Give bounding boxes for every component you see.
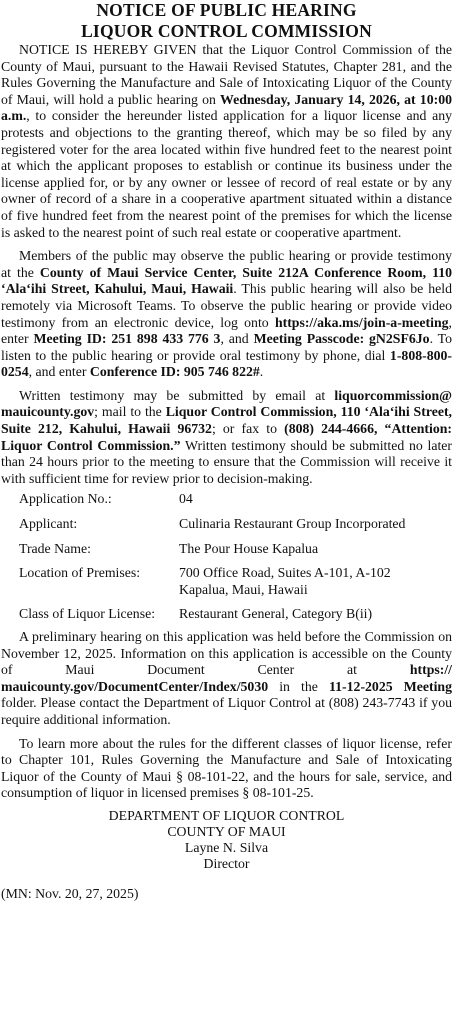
para4-text: A preliminary hearing on this application was held before the Commission on November 12, 2025. Information on this application is accessible on the County of Maui Document Center at [1, 629, 452, 678]
location-line: 700 Office Road, Suites A-101, A-102 [179, 565, 391, 581]
para2-text: , enter [1, 314, 452, 347]
meeting-passcode: Meeting Passcode: gN2SF6Jo [253, 331, 430, 347]
application-details [1, 491, 405, 623]
commission-title: LIQUOR CONTROL COMMISSION [81, 21, 372, 41]
application-number-row [1, 491, 405, 508]
signer-title: Director [203, 855, 250, 871]
trade-name-row [1, 533, 405, 558]
department-name: DEPARTMENT OF LIQUOR CONTROL [108, 807, 345, 823]
para2-text: , and enter [28, 364, 90, 380]
applicant-row [1, 508, 405, 533]
para3-text: Written testimony may be submitted by email at [19, 387, 335, 403]
field-label: Applicant: [19, 516, 78, 532]
para3-text: ; mail to the [94, 404, 166, 420]
field-value: Restaurant General, Category B(ii) [179, 606, 373, 622]
notice-title: NOTICE OF PUBLIC HEARING [96, 0, 357, 20]
para1-text: , to consider the hereunder listed application for a liquor license and any protests and objections to the granting thereof, which may be so filed by any registered voter for the area located within five hundred feet to the nearest point at which the applicant proposes to establish or continue its business under the license applied for, or by any owner or lessee of record of real estate or by any owner of record of a share in a cooperative apartment situated within a distance of five hundred feet from the nearest point of the premises for which the license is asked to the nearest point of such real estate or cooperative apartment. [1, 108, 452, 240]
paragraph-attendance [1, 248, 452, 381]
para5-text: To learn more about the rules for the different classes of liquor license, refer to Chapter 101, Rules Governing the Manufacture and Sale of Intoxicating Liquor of the County of Maui § 08-101-22, and the hours for sale, service, and consumption of liquor in licensed premises § 08-101-25. [1, 735, 452, 801]
dial-in-number: 1-808-800-0254 [1, 347, 452, 380]
para2-text: , and [220, 331, 254, 347]
hearing-location: County of Maui Service Center, Suite 212A Conference Room, 110 ‘Ala‘ihi Street, Kahului, Maui, Hawaii [1, 264, 453, 297]
county-name: COUNTY OF MAUI [167, 823, 286, 839]
conference-id: Conference ID: 905 746 822# [89, 364, 260, 380]
para2-text: . To listen to the public hearing or provide oral testimony by phone, dial [1, 331, 453, 363]
para2-text: Members of the public may observe the public hearing or provide testimony at the [1, 248, 452, 280]
para4-text: folder. Please contact the Department of Liquor Control at (808) 243-7743 if you require additional information. [1, 695, 452, 727]
field-value: 04 [179, 491, 193, 507]
paragraph-written-testimony [1, 388, 452, 488]
para4-text: in the [268, 678, 330, 694]
meeting-id: Meeting ID: 251 898 433 776 3 [33, 331, 221, 347]
signer-name: Layne N. Silva [184, 839, 269, 855]
publication-dates: (MN: Nov. 20, 27, 2025) [1, 885, 139, 901]
field-value: Culinaria Restaurant Group Incorporated [179, 516, 406, 532]
paragraph-preliminary-hearing [1, 629, 452, 729]
location-row [1, 557, 405, 598]
para2-text: . This public hearing will also be held remotely via Microsoft Teams. To observe the public hearing or provide video testimony from an electronic device, log onto [1, 281, 452, 330]
location-line: Kapalua, Maui, Hawaii [179, 581, 308, 597]
testimony-email: liquorcommission@ mauicounty.gov [1, 387, 452, 420]
hearing-datetime: Wednesday, January 14, 2026, at 10:00 a.m. [1, 91, 452, 124]
document-center-link: https:// mauicounty.gov/DocumentCenter/Index/5030 [1, 662, 452, 694]
mailing-address: Liquor Control Commission, 110 ‘Ala‘ihi Street, Suite 212, Kahului, Hawaii 96732 [1, 404, 452, 437]
signature-block [1, 808, 452, 872]
field-value: The Pour House Kapalua [179, 540, 319, 556]
para3-text: ; or fax to [211, 421, 285, 437]
para1-text: NOTICE IS HEREBY GIVEN that the Liquor Control Commission of the County of Maui, pursuant to the Hawaii Revised Statutes, Chapter 281, and the Rules Governing the Manufacture and Sale of Intoxicating Liquor of the County of Maui, will hold a public hearing on [1, 42, 452, 107]
para3-text: Written testimony should be submitted no later than 24 hours prior to the meeting to ensure that the Commission will receive it with sufficient time for review prior to decision-making. [1, 437, 452, 486]
para2-text: . [259, 364, 264, 380]
paragraph-hearing-notice [1, 42, 452, 241]
field-value [179, 557, 405, 598]
paragraph-rules [1, 736, 452, 802]
field-label: Class of Liquor License: [19, 606, 156, 622]
field-label: Trade Name: [19, 540, 91, 556]
field-label: Location of Premises: [19, 565, 141, 581]
meeting-link: https://aka.ms/join-a-meeting [274, 314, 449, 330]
meeting-folder: 11-12-2025 Meeting [329, 678, 452, 694]
license-class-row [1, 598, 405, 623]
field-label: Application No.: [19, 491, 112, 507]
fax-number: (808) 244-4666, “Attention: Liquor Control Commission.” [1, 421, 452, 453]
